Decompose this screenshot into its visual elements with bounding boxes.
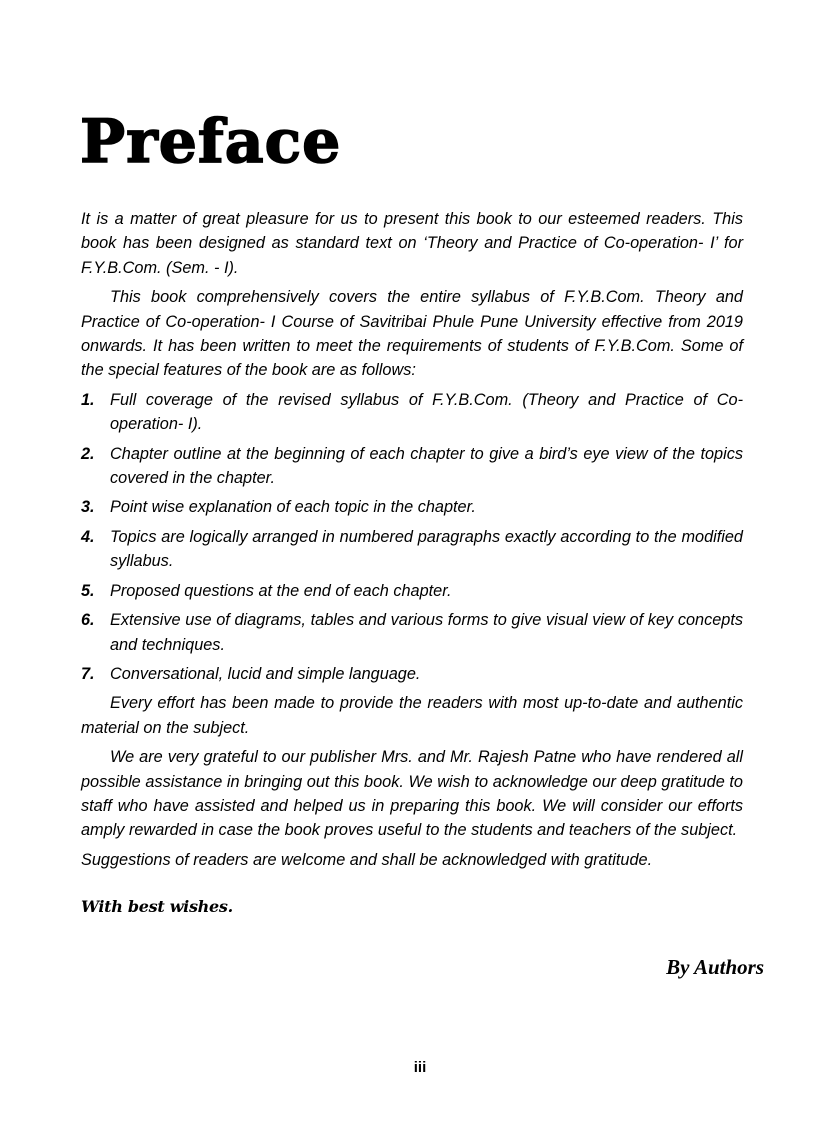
list-item [81, 525, 743, 574]
list-item [81, 495, 743, 519]
list-item [81, 442, 743, 491]
list-item-number: 5. [81, 581, 95, 600]
features-list [81, 388, 743, 686]
gratitude-paragraph: We are very grateful to our publisher Mrs. and Mr. Rajesh Patne who have rendered all possible assistance in bringing out this book. We wish to acknowledge our deep gratitude to staff who have assisted and helped us in preparing this book. We will consider our efforts amply rewarded in case the book proves useful to the students and teachers of the subject. [81, 748, 743, 840]
list-item-text: Topics are logically arranged in numbered paragraphs exactly according to the modified syllabus. [110, 527, 743, 571]
list-item-number: 2. [81, 444, 95, 463]
coverage-paragraph: This book comprehensively covers the entire syllabus of F.Y.B.Com. Theory and Practice of Co-operation- I Course of Savitribai Phule Pune University effective from 2019 onwards. It has been written to meet the requirements of students of F.Y.B.Com. Some of the special features of the book are as follows: [81, 288, 743, 380]
list-item-text: Proposed questions at the end of each chapter. [110, 581, 452, 600]
list-item [81, 388, 743, 437]
list-item [81, 662, 743, 686]
list-item-number: 1. [81, 390, 95, 409]
list-item-text: Full coverage of the revised syllabus of F.Y.B.Com. (Theory and Practice of Co-operation- I). [110, 390, 743, 434]
list-item-number: 6. [81, 611, 95, 630]
page-title: Preface [80, 107, 342, 177]
intro-paragraph: It is a matter of great pleasure for us to present this book to our esteemed readers. This book has been designed as standard text on ‘Theory and Practice of Co-operation- I’ for F.Y.B.Com. (Sem. - I). [81, 210, 743, 277]
author-signature: By Authors [666, 955, 764, 979]
list-item-text: Point wise explanation of each topic in the chapter. [110, 498, 476, 517]
list-item-text: Conversational, lucid and simple language. [110, 664, 421, 683]
list-item-text: Extensive use of diagrams, tables and various forms to give visual view of key concepts and techniques. [110, 611, 743, 654]
list-item-number: 3. [81, 498, 95, 517]
preface-body [81, 207, 743, 877]
list-item-number: 7. [81, 664, 95, 683]
suggestions-paragraph: Suggestions of readers are welcome and shall be acknowledged with gratitude. [81, 850, 653, 869]
closing-line: With best wishes. [81, 897, 233, 916]
effort-paragraph: Every effort has been made to provide the readers with most up-to-date and authentic material on the subject. [81, 694, 743, 737]
page-number: iii [413, 1059, 427, 1076]
list-item [81, 608, 743, 657]
list-item-number: 4. [81, 527, 95, 546]
list-item [81, 579, 743, 603]
list-item-text: Chapter outline at the beginning of each chapter to give a bird’s eye view of the topics covered in the chapter. [110, 444, 743, 488]
